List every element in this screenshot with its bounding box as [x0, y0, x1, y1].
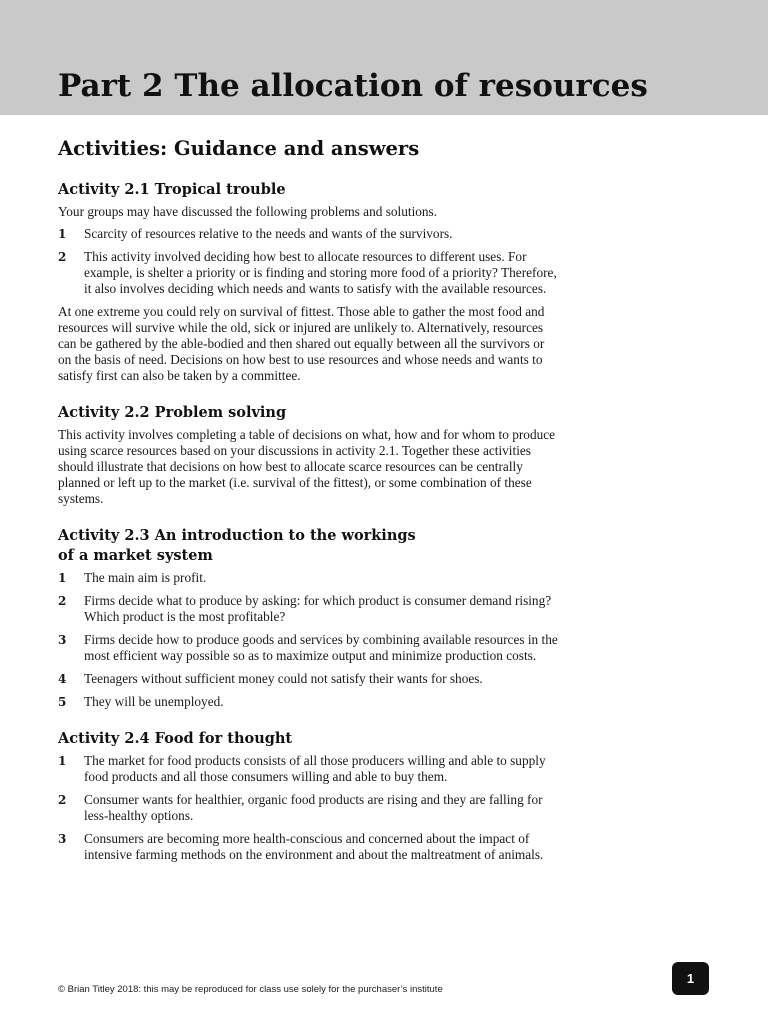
- list-item: [58, 632, 558, 664]
- list-item: [58, 671, 558, 687]
- item-text: Teenagers without sufficient money could not satisfy their wants for shoes.: [84, 671, 483, 686]
- item-text: The main aim is profit.: [84, 570, 207, 585]
- activity-paragraph: At one extreme you could rely on survival of fittest. Those able to gather the most food and resources will survive while the old, sick or injured are unlikely to. Alternatively, resources can be gathered by the able-bodied and then shared out equally between all the survivors or on the basis of need. Decisions on how best to use resources and whose needs and wants to satisfy first can also be taken by a committee.: [58, 304, 545, 383]
- item-text: Consumers are becoming more health-conscious and concerned about the impact of intensive farming methods on the environment and about the maltreatment of animals.: [84, 831, 544, 862]
- list-item: [58, 570, 558, 586]
- item-number: 2: [58, 250, 67, 264]
- item-number: 2: [58, 793, 67, 807]
- item-number: 1: [58, 754, 67, 768]
- activity-heading: Activity 2.1 Tropical trouble: [58, 181, 286, 198]
- activity-intro: This activity involves completing a table of decisions on what, how and for whom to produce using scarce resources based on your discussions in activity 2.1. Together these activities should illustrate that decisions on how best to allocate scarce resources can be centrally planned or left up to the market (i.e. survival of the fittest), or some combination of these systems.: [58, 427, 556, 506]
- main-content: [58, 180, 558, 870]
- answer-list: [58, 226, 558, 297]
- item-number: 3: [58, 633, 67, 647]
- item-text: They will be unemployed.: [84, 694, 224, 709]
- list-item: [58, 694, 558, 710]
- list-item: [58, 249, 558, 297]
- item-number: 1: [58, 227, 67, 241]
- activity-2-1: [58, 180, 558, 384]
- item-text: This activity involved deciding how best to allocate resources to different uses. For example, is shelter a priority or is finding and storing more food of a priority? Therefore, it also involves deciding which needs and wants to satisfy with the available resources.: [84, 249, 557, 296]
- answer-list: [58, 570, 558, 710]
- item-number: 2: [58, 594, 67, 608]
- copyright-notice: © Brian Titley 2018: this may be reproduced for class use solely for the purchaser’s institute: [58, 984, 443, 995]
- item-number: 5: [58, 695, 67, 709]
- activity-2-2: [58, 403, 558, 507]
- activity-2-3: [58, 526, 558, 710]
- item-number: 1: [58, 571, 67, 585]
- list-item: [58, 753, 558, 785]
- page-number-badge: 1: [672, 962, 709, 995]
- list-item: [58, 831, 558, 863]
- activity-heading: Activity 2.4 Food for thought: [58, 730, 293, 747]
- section-title: Activities: Guidance and answers: [58, 137, 420, 160]
- item-text: Firms decide how to produce goods and services by combining available resources in the most efficient way possible so as to maximize output and minimize production costs.: [84, 632, 558, 663]
- answer-list: [58, 753, 558, 863]
- activity-2-4: [58, 729, 558, 863]
- activity-intro: Your groups may have discussed the following problems and solutions.: [58, 204, 438, 219]
- list-item: [58, 792, 558, 824]
- page-title: Part 2 The allocation of resources: [58, 68, 648, 104]
- item-text: Scarcity of resources relative to the needs and wants of the survivors.: [84, 226, 453, 241]
- activity-heading: Activity 2.2 Problem solving: [58, 404, 287, 421]
- item-number: 3: [58, 832, 67, 846]
- item-text: Firms decide what to produce by asking: for which product is consumer demand rising? Which product is the most profitable?: [84, 593, 552, 624]
- list-item: [58, 593, 558, 625]
- item-text: The market for food products consists of all those producers willing and able to supply food products and all those consumers willing and able to buy them.: [84, 753, 546, 784]
- item-number: 4: [58, 672, 67, 686]
- activity-heading: Activity 2.3 An introduction to the workings of a market system: [58, 527, 416, 564]
- list-item: [58, 226, 558, 242]
- item-text: Consumer wants for healthier, organic food products are rising and they are falling for less-healthy options.: [84, 792, 543, 823]
